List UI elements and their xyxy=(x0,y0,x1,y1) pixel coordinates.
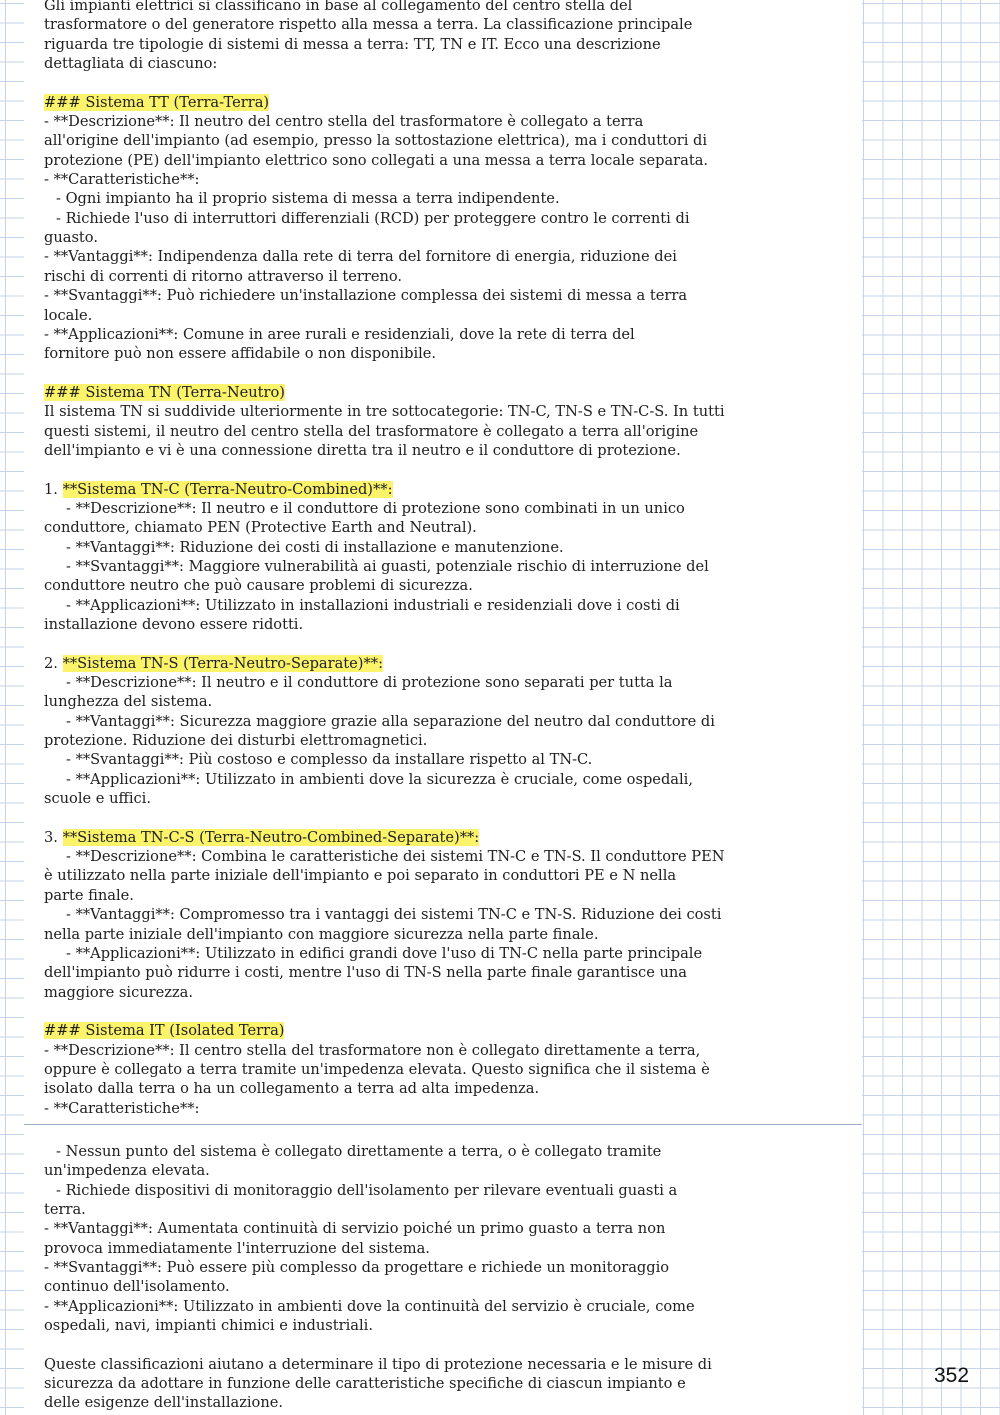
list-number: 2. xyxy=(44,654,63,672)
tns-line: protezione. Riduzione dei disturbi elettromagnetici. xyxy=(44,732,428,750)
tt-line: all'origine dell'impianto (ad esempio, presso la sottostazione elettrica), ma i conduttori di xyxy=(44,132,708,150)
subsection-heading-tn-c-s: **Sistema TN-C-S (Terra-Neutro-Combined-Separate)**: xyxy=(62,828,480,846)
tt-line: - **Applicazioni**: Comune in aree rurali e residenziali, dove la rete di terra del xyxy=(44,325,635,343)
subsection-heading-tn-s: **Sistema TN-S (Terra-Neutro-Separate)**: xyxy=(62,654,384,672)
conclusion-line: delle esigenze dell'installazione. xyxy=(44,1394,284,1412)
tt-line: fornitore può non essere affidabile o non disponibile. xyxy=(44,345,437,363)
it-line: - Richiede dispositivi di monitoraggio dell'isolamento per rilevare eventuali guasti a xyxy=(56,1181,678,1199)
it-line: - **Vantaggi**: Aumentata continuità di servizio poiché un primo guasto a terra non xyxy=(44,1220,666,1238)
it-line: continuo dell'isolamento. xyxy=(44,1278,230,1296)
tns-line: - **Vantaggi**: Sicurezza maggiore grazie alla separazione del neutro dal conduttore di xyxy=(66,712,715,730)
it-line: - **Descrizione**: Il centro stella del trasformatore non è collegato direttamente a terra, xyxy=(44,1041,701,1059)
tns-line: - **Applicazioni**: Utilizzato in ambienti dove la sicurezza è cruciale, come ospedali, xyxy=(66,770,693,788)
tt-line: - **Descrizione**: Il neutro del centro stella del trasformatore è collegato a terra xyxy=(44,113,644,131)
tncs-line: - **Vantaggi**: Compromesso tra i vantaggi dei sistemi TN-C e TN-S. Riduzione dei costi xyxy=(66,906,722,924)
tt-line: guasto. xyxy=(44,229,98,247)
tt-line: locale. xyxy=(44,306,93,324)
tnc-line: - **Svantaggi**: Maggiore vulnerabilità ai guasti, potenziale rischio di interruzione del xyxy=(66,557,709,575)
tncs-line: è utilizzato nella parte iniziale dell'impianto e poi separato in conduttori PE e N nella xyxy=(44,867,677,885)
conclusion-line: Queste classificazioni aiutano a determinare il tipo di protezione necessaria e le misure di xyxy=(44,1355,712,1373)
it-line: un'impedenza elevata. xyxy=(44,1162,210,1180)
list-number: 3. xyxy=(44,828,63,846)
section-heading-tn: ### Sistema TN (Terra-Neutro) xyxy=(44,383,285,401)
page-divider xyxy=(24,1124,862,1125)
page-number: 352 xyxy=(934,1364,970,1387)
tncs-line: dell'impianto può ridurre i costi, mentre l'uso di TN-S nella parte finale garantisce una xyxy=(44,964,688,982)
tncs-line: - **Descrizione**: Combina le caratteristiche dei sistemi TN-C e TN-S. Il conduttore PEN xyxy=(66,848,725,866)
tnc-line: - **Applicazioni**: Utilizzato in installazioni industriali e residenziali dove i costi di xyxy=(66,596,680,614)
intro-line: trasformatore o del generatore rispetto alla messa a terra. La classificazione principale xyxy=(44,16,693,34)
it-line: - Nessun punto del sistema è collegato direttamente a terra, o è collegato tramite xyxy=(56,1142,662,1160)
tt-line: protezione (PE) dell'impianto elettrico sono collegati a una messa a terra locale separata. xyxy=(44,151,709,169)
tt-line: - Richiede l'uso di interruttori differenziali (RCD) per proteggere contro le correnti di xyxy=(56,209,690,227)
intro-line: riguarda tre tipologie di sistemi di messa a terra: TT, TN e IT. Ecco una descrizione xyxy=(44,35,661,53)
it-line: - **Applicazioni**: Utilizzato in ambienti dove la continuità del servizio è cruciale, come xyxy=(44,1297,695,1315)
subsection-title-tn-s xyxy=(44,654,864,673)
list-number: 1. xyxy=(44,480,63,498)
it-line: isolato dalla terra o ha un collegamento a terra ad alta impedenza. xyxy=(44,1080,540,1098)
tns-line: - **Svantaggi**: Più costoso e complesso da installare rispetto al TN-C. xyxy=(66,751,593,769)
tnc-line: - **Descrizione**: Il neutro e il conduttore di protezione sono combinati in un unico xyxy=(66,499,685,517)
subsection-title-tn-c xyxy=(44,480,864,499)
tn-line: questi sistemi, il neutro del centro stella del trasformatore è collegato a terra all'origine xyxy=(44,422,699,440)
conclusion-line: sicurezza da adottare in funzione delle caratteristiche specifiche di ciascun impianto e xyxy=(44,1375,686,1393)
tt-line: - **Vantaggi**: Indipendenza dalla rete di terra del fornitore di energia, riduzione dei xyxy=(44,248,677,266)
tns-line: scuole e uffici. xyxy=(44,790,151,808)
tncs-line: nella parte iniziale dell'impianto con maggiore sicurezza nella parte finale. xyxy=(44,925,599,943)
tns-line: - **Descrizione**: Il neutro e il conduttore di protezione sono separati per tutta la xyxy=(66,674,673,692)
section-heading-it: ### Sistema IT (Isolated Terra) xyxy=(44,1022,285,1040)
tns-line: lunghezza del sistema. xyxy=(44,693,213,711)
tnc-line: installazione devono essere ridotti. xyxy=(44,616,304,633)
tncs-line: parte finale. xyxy=(44,886,134,904)
tt-line: - Ogni impianto ha il proprio sistema di messa a terra indipendente. xyxy=(56,190,560,208)
notes-body xyxy=(44,0,864,1413)
tncs-line: - **Applicazioni**: Utilizzato in edifici grandi dove l'uso di TN-C nella parte principale xyxy=(66,944,703,962)
tt-line: rischi di correnti di ritorno attraverso il terreno. xyxy=(44,267,403,285)
it-line: oppure è collegato a terra tramite un'impedenza elevata. Questo significa che il sistema è xyxy=(44,1060,710,1078)
it-line: - **Svantaggi**: Può essere più complesso da progettare e richiede un monitoraggio xyxy=(44,1259,670,1276)
it-line: terra. xyxy=(44,1200,86,1218)
tnc-line: conduttore neutro che può causare problemi di sicurezza. xyxy=(44,577,473,595)
tncs-line: maggiore sicurezza. xyxy=(44,983,193,1001)
intro-line: dettagliata di ciascuno: xyxy=(44,55,218,73)
tt-line: - **Svantaggi**: Può richiedere un'installazione complessa dei sistemi di messa a terra xyxy=(44,287,688,305)
tt-line: - **Caratteristiche**: xyxy=(44,171,200,189)
tnc-line: - **Vantaggi**: Riduzione dei costi di installazione e manutenzione. xyxy=(66,538,564,556)
tn-line: dell'impianto e vi è una connessione diretta tra il neutro e il conduttore di protezione. xyxy=(44,441,681,459)
intro-line: Gli impianti elettrici si classificano in base al collegamento del centro stella del xyxy=(44,0,633,14)
subsection-title-tn-c-s xyxy=(44,828,864,847)
it-line: - **Caratteristiche**: xyxy=(44,1099,200,1117)
tn-line: Il sistema TN si suddivide ulteriormente in tre sottocategorie: TN-C, TN-S e TN-C-S. In tutti xyxy=(44,403,725,421)
it-line: provoca immediatamente l'interruzione del sistema. xyxy=(44,1239,430,1257)
subsection-heading-tn-c: **Sistema TN-C (Terra-Neutro-Combined)**: xyxy=(62,480,393,498)
section-heading-tt: ### Sistema TT (Terra-Terra) xyxy=(44,93,270,111)
tnc-line: conduttore, chiamato PEN (Protective Earth and Neutral). xyxy=(44,519,477,537)
it-line: ospedali, navi, impianti chimici e industriali. xyxy=(44,1317,373,1335)
